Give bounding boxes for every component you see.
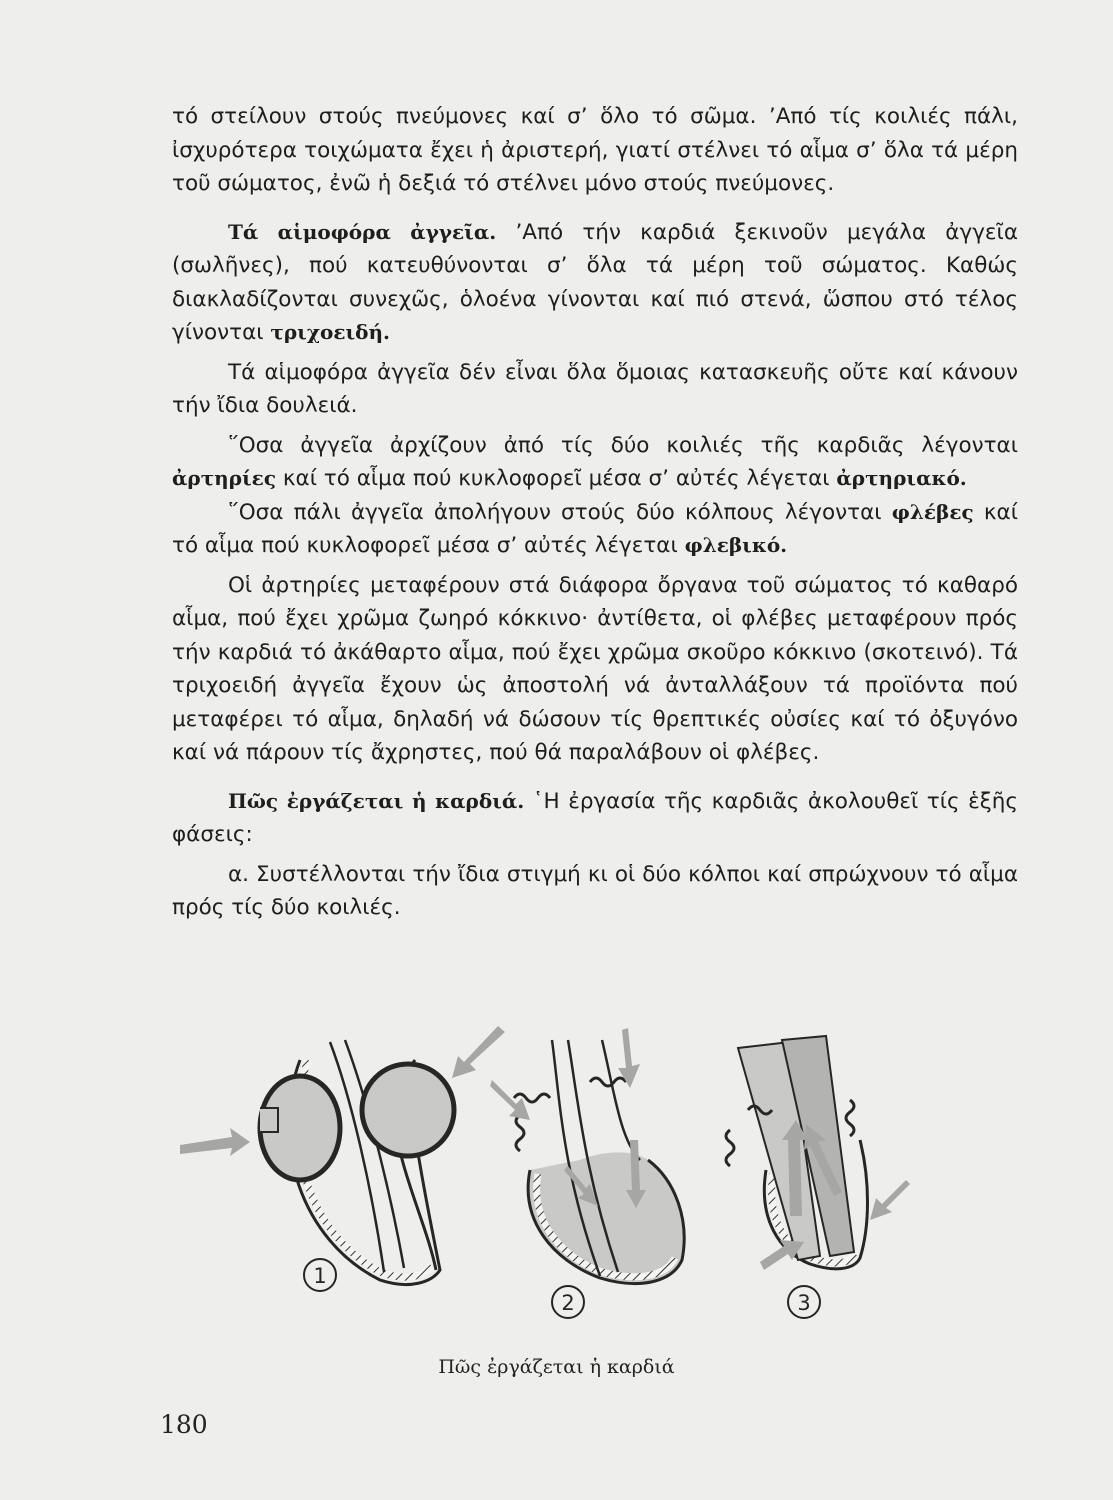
paragraph-2-text: ’Από τήν καρδιά ξεκινοῦν μεγάλα ἀγγεῖα (σωλῆνες), πού κατευθύνονται σ’ ὅλα τά μέρη τοῦ σώματος. Καθώς διακλαδίζονται συνεχῶς, ὁλοένα γίνονται καί πιό στενά, ὥσπου στό τέλος γίνονται <box>172 219 1018 345</box>
paragraph-2 <box>172 216 1018 350</box>
paragraph-7 <box>172 785 1018 852</box>
inflow-arrow-icon <box>452 1026 505 1078</box>
term-veins: φλέβες <box>891 499 974 524</box>
paragraph-8: α. Συστέλλονται τήν ἴδια στιγμή κι οἱ δύο κόλποι καί σπρώχνουν τό αἷμα πρός τίς δύο κοιλιές. <box>172 861 1018 920</box>
left-atrium-shape <box>362 1064 454 1156</box>
heart-phase-3-diagram <box>726 1036 910 1318</box>
paragraph-5 <box>172 496 1018 563</box>
paragraph-5-text-b: καί τό αἷμα πού κυκλοφορεῖ μέσα σ’ αὐτές λέγεται <box>172 499 1018 558</box>
section-heading-how-heart-works: Πῶς ἐργάζεται ἡ καρδιά. <box>228 788 525 813</box>
paragraph-3: Τά αἱμοφόρα ἀγγεῖα δέν εἶναι ὅλα ὅμοιας κατασκευῆς οὔτε καί κάνουν τήν ἴδια δουλειά. <box>172 359 1018 418</box>
paragraph-7-text: ῾Η ἐργασία τῆς καρδιᾶς ἀκολουθεῖ τίς ἑξῆς φάσεις: <box>172 788 1018 847</box>
phase-2-label: 2 <box>561 1291 575 1315</box>
section-heading-blood-vessels: Τά αἱμοφόρα ἀγγεῖα. <box>228 219 497 244</box>
body-text <box>172 100 1018 925</box>
term-arterial: ἀρτηριακό. <box>836 466 967 490</box>
heart-phase-2-diagram <box>490 1028 684 1318</box>
phase-3-label: 3 <box>797 1291 811 1315</box>
term-arteries: ἀρτηρίες <box>172 466 277 490</box>
page-number: 180 <box>160 1410 208 1439</box>
paragraph-4-text-b: καί τό αἷμα πού κυκλοφορεῖ μέσα σ’ αὐτές λέγεται <box>276 466 837 491</box>
paragraph-4-text-a: ῞Οσα ἀγγεῖα ἀρχίζουν ἀπό τίς δύο κοιλιές τῆς καρδιᾶς λέγονται <box>228 432 1018 458</box>
heart-phases-figure <box>170 1020 1030 1360</box>
inflow-arrow-icon <box>180 1128 250 1156</box>
phase-1-label: 1 <box>313 1264 327 1288</box>
inflow-arrow-icon <box>870 1180 910 1220</box>
term-capillaries: τριχοειδή. <box>270 320 391 344</box>
inflow-arrow-icon <box>490 1080 530 1120</box>
paragraph-4 <box>172 429 1018 496</box>
figure-caption: Πῶς ἐργάζεται ἡ καρδιά <box>438 1356 675 1378</box>
paragraph-1: τό στείλουν στούς πνεύμονες καί σ’ ὅλο τό σῶμα. ’Από τίς κοιλιές πάλι, ἰσχυρότερα τοιχώματα ἔχει ἡ ἀριστερή, γιατί στέλνει τό αἷμα σ’ ὅλα τά μέρη τοῦ σώματος, ἐνῶ ἡ δεξιά τό στέλνει μόνο στούς πνεύμονες. <box>172 104 1018 196</box>
paragraph-5-text-a: ῞Οσα πάλι ἀγγεῖα ἀπολήγουν στούς δύο κόλπους λέγονται <box>228 499 892 525</box>
term-venous: φλεβικό. <box>684 533 788 557</box>
paragraph-6: Οἱ ἀρτηρίες μεταφέρουν στά διάφορα ὄργανα τοῦ σώματος τό καθαρό αἷμα, πού ἔχει χρῶμα ζωηρό κόκκινο· ἀντίθετα, οἱ φλέβες μεταφέρουν πρός τήν καρδιά τό ἀκάθαρτο αἷμα, πού ἔχει χρῶμα σκοῦρο κόκκινο (σκοτεινό). Τά τριχοειδή ἀγγεῖα ἔχουν ὡς ἀποστολή νά ἀνταλλάξουν τά προϊόντα πού μεταφέρει τό αἷμα, δηλαδή νά δώσουν τίς θρεπτικές οὐσίες καί τό ὀξυγόνο καί νά πάρουν τίς ἄχρηστες, πού θά παραλάβουν οἱ φλέβες. <box>172 572 1018 765</box>
heart-phase-1-diagram <box>180 1026 505 1291</box>
